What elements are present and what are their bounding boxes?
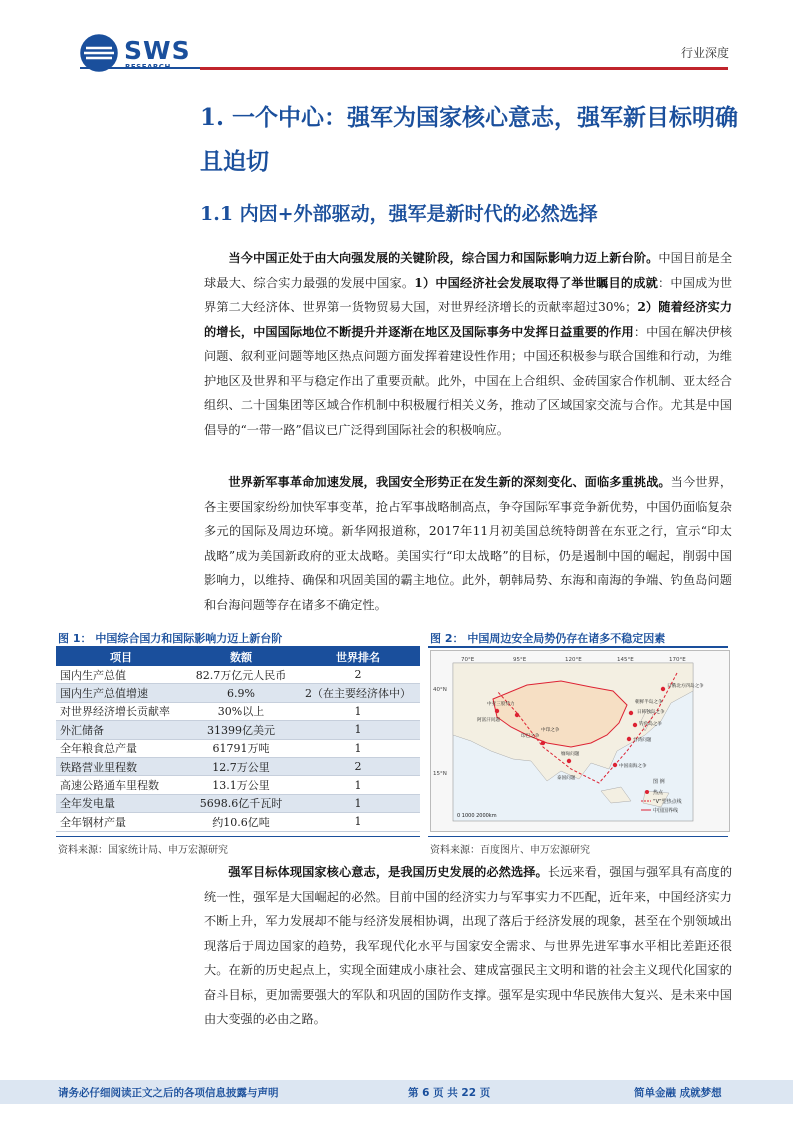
hotspot-dot [627, 737, 631, 741]
footer-slogan: 简单金融 成就梦想 [634, 1087, 722, 1099]
lat-label: 15°N [433, 771, 447, 777]
hotspot-label: 中印之争 [541, 728, 560, 733]
figure-1-table [56, 648, 420, 832]
hotspot-label: 钓鱼岛之争 [639, 722, 662, 727]
table-row [56, 684, 420, 702]
table-cell: 对世界经济增长贡献率 [56, 702, 186, 720]
subsection-heading: 1.1 内因+外部驱动，强军是新时代的必然选择 [200, 203, 598, 225]
lon-label: 70°E [461, 657, 475, 663]
table-cell: 61791万吨 [186, 739, 296, 757]
table-cell: 5698.6亿千瓦时 [186, 794, 296, 812]
table-cell: 国内生产总值增速 [56, 684, 186, 702]
table-header-rank: 世界排名 [296, 648, 420, 666]
lon-label: 145°E [617, 657, 634, 663]
hotspot-label: 日俄北方四岛之争 [667, 684, 704, 689]
figure-1-bottom-rule [56, 836, 420, 837]
table-cell: 全年发电量 [56, 794, 186, 812]
lon-label: 95°E [513, 657, 527, 663]
figure-2-source: 资料来源：百度图片、申万宏源研究 [430, 845, 590, 856]
map-scale: 0 1000 2000km [457, 813, 497, 819]
header-rule-red [200, 67, 728, 70]
table-header-amount: 数额 [186, 648, 296, 666]
hotspot-dot [515, 713, 519, 717]
hotspot-label: 中亚三股势力 [487, 702, 515, 707]
legend-border: 中国国界线 [653, 808, 679, 814]
hotspot-label: 泰国问题 [557, 776, 576, 781]
table-cell: 1 [296, 721, 420, 739]
table-cell: 1 [296, 702, 420, 720]
lat-label: 40°N [433, 687, 447, 693]
hotspot-label: 阿富汗问题 [477, 718, 500, 723]
table-cell: 外汇储备 [56, 721, 186, 739]
table-cell: 82.7万亿元人民币 [186, 666, 296, 684]
table-row [56, 794, 420, 812]
figure-2-bottom-rule [428, 836, 728, 837]
legend-title: 图 例 [653, 779, 665, 785]
hotspot-label: 朝鲜半岛之争 [635, 700, 663, 705]
paragraph-1-text-b: ：中国成为世界第二大经济体、世界第一货物贸易大国，对世界经济增长的贡献率超过30%； [204, 275, 733, 314]
hotspot-dot [633, 723, 637, 727]
table-row [56, 702, 420, 720]
paragraph-1-bold-b: 1）中国经济社会发展取得了举世瞩目的成就 [414, 275, 658, 290]
table-cell: 13.1万公里 [186, 776, 296, 794]
table-cell: 全年钢材产量 [56, 813, 186, 831]
header-tag: 行业深度 [680, 46, 729, 60]
table-header-item: 项目 [56, 648, 186, 666]
paragraph-2 [204, 470, 732, 617]
figure-1-title: 图 1： 中国综合国力和国际影响力迈上新台阶 [58, 632, 283, 645]
figure-2-title: 图 2： 中国周边安全局势仍存在诸多不稳定因素 [430, 632, 666, 645]
legend-v: “V”型热点线 [653, 799, 682, 805]
table-cell: 2（在主要经济体中） [296, 684, 420, 702]
table-cell: 1 [296, 776, 420, 794]
table-cell: 2 [296, 757, 420, 775]
table-cell: 2 [296, 666, 420, 684]
footer-page-number: 第 6 页 共 22 页 [408, 1087, 491, 1099]
hotspot-label: 印巴之争 [521, 734, 540, 739]
paragraph-1-text-a: 中国目前是全球最大、综合实力最强的发展中国家。 [204, 251, 733, 290]
table-cell: 30%以上 [186, 702, 296, 720]
hotspot-label: 缅甸问题 [561, 752, 580, 757]
table-cell: 31399亿美元 [186, 721, 296, 739]
table-cell: 1 [296, 813, 420, 831]
paragraph-1-text-c: ：中国在解决伊核问题、叙利亚问题等地区热点问题方面发挥着建设性作用；中国还积极参与联合国维和行动，为维护地区及世界和平与稳定作出了重要贡献。此外，中国在上合组织、金砖国家合作机制、亚太经合组织、二十国集团等区域合作机制中积极履行相关义务，推动了区域国家交流与合作。尤其是中国倡导的“一带一路”倡议已广泛得到国际社会的积极响应。 [204, 324, 732, 437]
paragraph-1 [204, 246, 732, 442]
table-cell: 全年粮食总产量 [56, 739, 186, 757]
hotspot-dot [613, 763, 617, 767]
hotspot-label: 台湾问题 [633, 738, 652, 743]
table-cell: 12.7万公里 [186, 757, 296, 775]
hotspot-dot [495, 709, 499, 713]
paragraph-2-text: 当今世界，各主要国家纷纷加快军事变革，抢占军事战略制高点，争夺国际军事竞争新优势，中国仍面临复杂多元的国际及周边环境。新华网报道称，2017年11月初美国总统特朗普在东亚之行，宣示“印太战略”成为美国新政府的亚太战略。美国实行“印太战略”的目标，仍是遏制中国的崛起，削弱中国影响力，以维持、确保和巩固美国的霸主地位。此外，朝韩局势、东海和南海的争端、钓鱼岛问题和台海问题等存在诸多不确定性。 [204, 475, 733, 612]
lon-label: 170°E [669, 657, 686, 663]
footer-disclaimer: 请务必仔细阅读正文之后的各项信息披露与声明 [58, 1087, 279, 1099]
table-row [56, 757, 420, 775]
hotspot-dot [567, 759, 571, 763]
paragraph-1-lead: 当今中国正处于由大向强发展的关键阶段，综合国力和国际影响力迈上新台阶。 [228, 251, 659, 265]
table-cell: 高速公路通车里程数 [56, 776, 186, 794]
section-heading-text: 1. 一个中心：强军为国家核心意志，强军新目标明确且迫切 [200, 104, 739, 175]
table-row [56, 666, 420, 684]
hotspot-dot [629, 711, 633, 715]
paragraph-1-bold-c: 2）随着经济实力的增长，中国国际地位不断提升并逐渐在地区及国际事务中发挥日益重要的作用 [204, 300, 733, 339]
table-cell: 6.9% [186, 684, 296, 702]
table-cell: 铁路营业里程数 [56, 757, 186, 775]
section-heading [200, 96, 740, 184]
legend-hotspot-dot [645, 790, 649, 794]
table-row [56, 739, 420, 757]
paragraph-2-lead: 世界新军事革命加速发展，我国安全形势正在发生新的深刻变化、面临多重挑战。 [228, 475, 671, 489]
table-header-row [56, 648, 420, 666]
table-row [56, 776, 420, 794]
security-map [430, 650, 730, 832]
table-row [56, 813, 420, 831]
hotspot-dot [541, 741, 545, 745]
table-cell: 国内生产总值 [56, 666, 186, 684]
paragraph-3-text: 长远来看，强国与强军具有高度的统一性，强军是大国崛起的必然。目前中国的经济实力与军事实力不匹配，近年来，中国经济实力不断上升，军力发展却不能与经济发展相协调，出现了落后于经济发展的现象，甚至在个别领域出现落后于周边国家的趋势，我军现代化水平与国家安全需求、与世界先进军事水平相比差距还很大。在新的历史起点上，实现全面建成小康社会、建成富强民主文明和谐的社会主义现代化国家的奋斗目标，更加需要强大的军队和巩固的国防作支撑。强军是实现中华民族伟大复兴、是未来中国由大变强的必由之路。 [204, 865, 733, 1026]
table-row [56, 721, 420, 739]
paragraph-3 [204, 860, 732, 1032]
paragraph-3-lead: 强军目标体现国家核心意志，是我国历史发展的必然选择。 [228, 865, 548, 879]
security-map-graphic [431, 651, 729, 831]
logo-text: SWS [124, 36, 191, 65]
figure-2-rule [428, 646, 728, 648]
lon-label: 120°E [565, 657, 582, 663]
hotspot-label: 中国南海之争 [619, 764, 647, 769]
table-cell: 约10.6亿吨 [186, 813, 296, 831]
legend-hot: 热点 [653, 790, 664, 796]
hotspot-dot [661, 687, 665, 691]
table-cell: 1 [296, 794, 420, 812]
table-cell: 1 [296, 739, 420, 757]
figure-1-source: 资料来源：国家统计局、申万宏源研究 [58, 845, 228, 856]
hotspot-label: 日韩独岛之争 [637, 710, 665, 715]
